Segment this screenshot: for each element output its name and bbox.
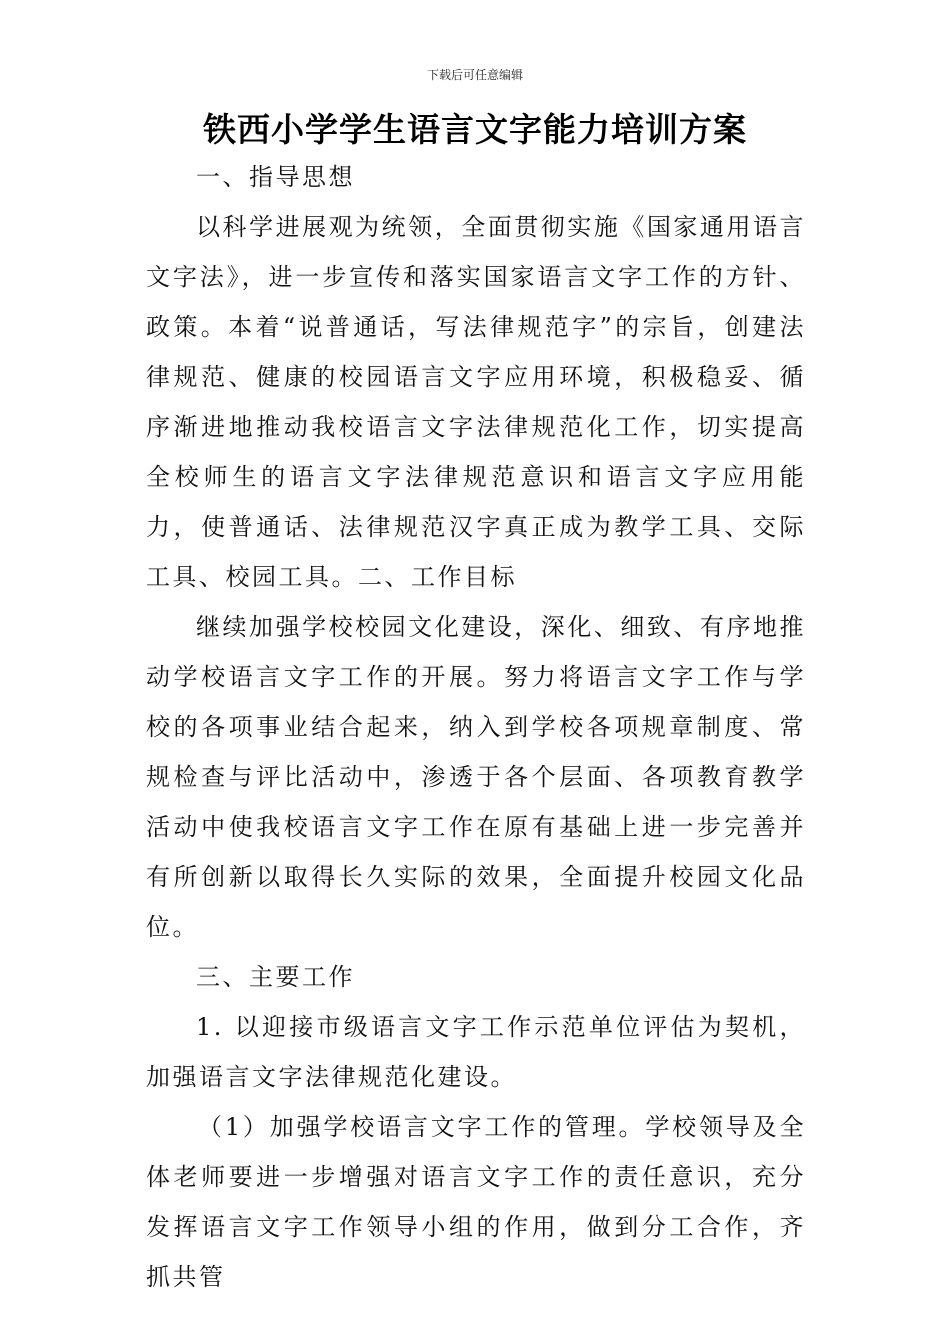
section-heading-main-work: 三、主要工作 xyxy=(196,963,355,991)
document-title: 铁西小学学生语言文字能力培训方案 xyxy=(203,110,747,149)
paragraph-guiding-thought: 以科学进展观为统领，全面贯彻实施《国家通用语言文字法》，进一步宣传和落实国家语言文字工作的方针、政策。本着“说普通话，写法律规范字”的宗旨，创建法律规范、健康的校园语言文字应用环境，积极稳妥、循序渐进地推动我校语言文字法律规范化工作，切实提高全校师生的语言文字法律规范意识和语言文字应用能力，使普通话、法律规范汉字真正成为教学工具、交际工具、校园工具。二、工作目标 xyxy=(146,213,806,591)
document-body xyxy=(146,152,806,1302)
paragraph-work-goals: 继续加强学校校园文化建设，深化、细致、有序地推动学校语言文字工作的开展。努力将语言文字工作与学校的各项事业结合起来，纳入到学校各项规章制度、常规检查与评比活动中，渗透于各个层面、各项教育教学活动中使我校语言文字工作在原有基础上进一步完善并有所创新以取得长久实际的效果，全面提升校园文化品位。 xyxy=(146,613,806,941)
paragraph-main-work-item-1: 1. 以迎接市级语言文字工作示范单位评估为契机，加强语言文字法律规范化建设。 xyxy=(146,1013,806,1091)
header-note: 下载后可任意编辑 xyxy=(426,68,523,82)
section-heading-guiding-thought: 一、指导思想 xyxy=(196,163,355,191)
paragraph-main-work-item-1-sub-1: （1）加强学校语言文字工作的管理。学校领导及全体老师要进一步增强对语言文字工作的责任意识，充分发挥语言文字工作领导小组的作用，做到分工合作，齐抓共管 xyxy=(146,1113,806,1291)
